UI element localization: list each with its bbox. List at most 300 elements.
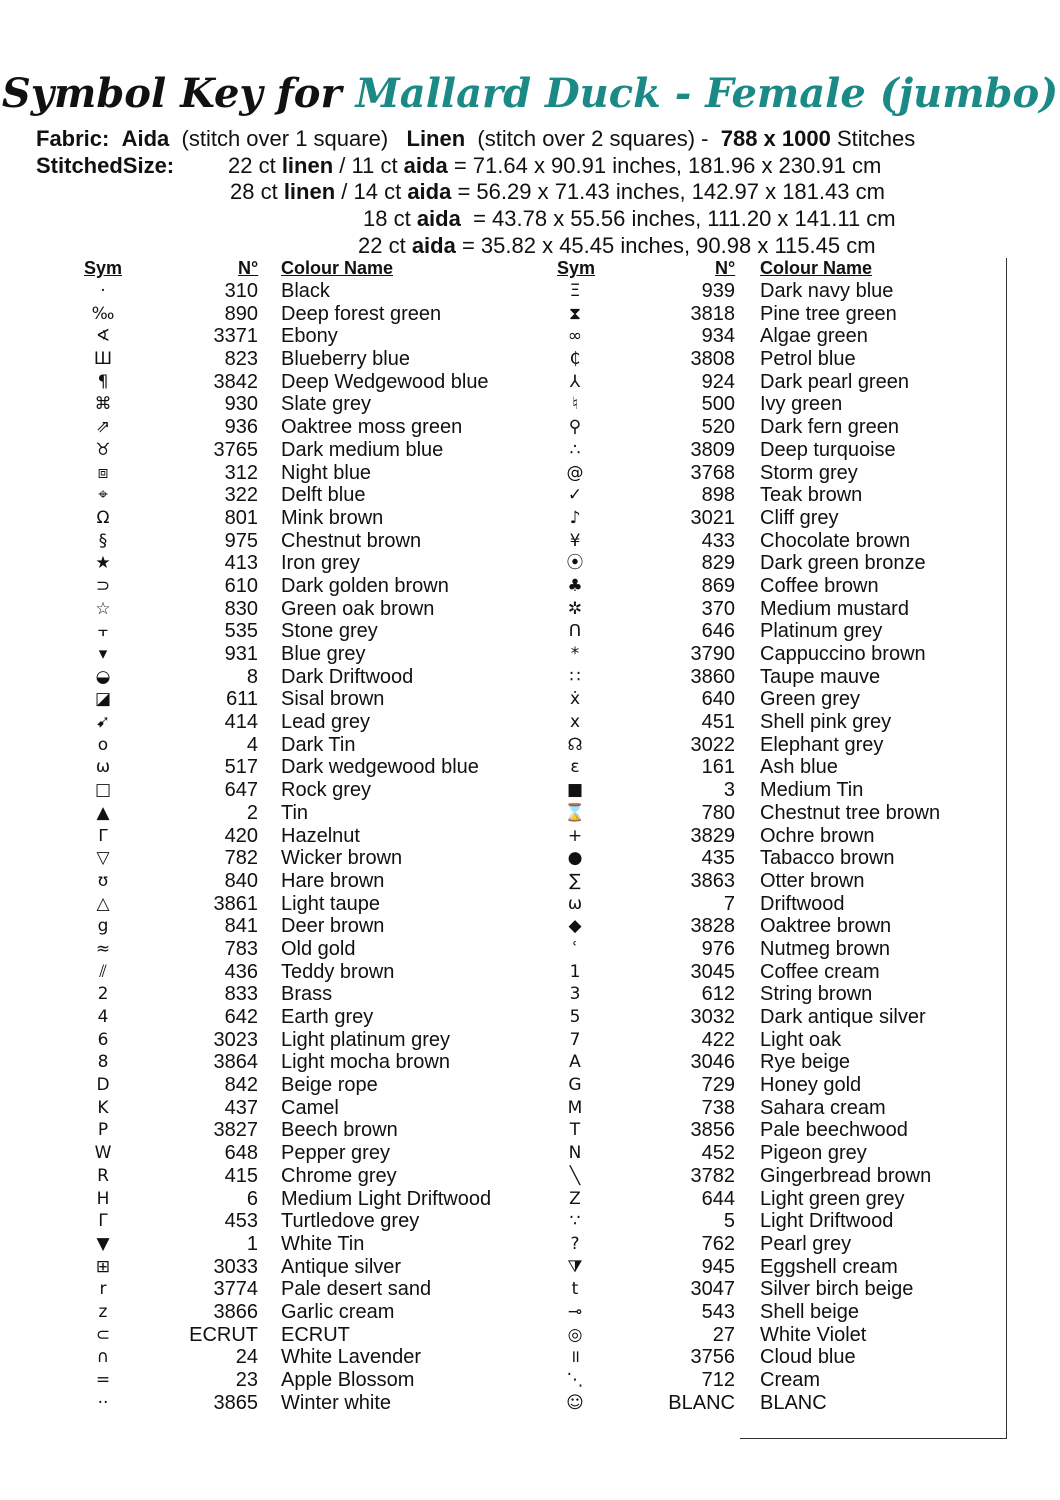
- colour-name: Shell pink grey: [760, 711, 892, 734]
- thread-number: 413: [224, 552, 258, 575]
- stitch-symbol: ∩: [96, 1347, 110, 1368]
- header-sym-left: Sym: [84, 258, 123, 278]
- colour-name: Medium mustard: [760, 597, 909, 620]
- stitch-symbol: ‰: [91, 303, 115, 324]
- thread-number: 3860: [690, 665, 735, 688]
- thread-number: 612: [701, 983, 735, 1006]
- colour-name: Tabacco brown: [760, 847, 895, 870]
- stitch-symbol: ¶: [97, 371, 109, 392]
- colour-name: Green oak brown: [281, 597, 435, 620]
- thread-number: 5: [723, 1210, 735, 1233]
- stitch-symbol: ⊃: [95, 575, 111, 596]
- colour-name: Winter white: [281, 1391, 392, 1414]
- colour-name: Pepper grey: [281, 1142, 390, 1165]
- stitch-symbol: ◪: [94, 689, 112, 710]
- fabric-label: Fabric:: [36, 126, 110, 151]
- stitch-symbol: ✲: [567, 598, 583, 619]
- colour-name: White Violet: [760, 1323, 867, 1346]
- colour-name: Dark wedgewood blue: [281, 756, 479, 779]
- colour-name: ECRUT: [281, 1323, 350, 1346]
- stitch-symbol: ♮: [571, 394, 579, 415]
- stitch-symbol: ⫟: [97, 621, 109, 642]
- thread-number: 3756: [690, 1346, 735, 1369]
- stitch-symbol: ?: [570, 1233, 580, 1254]
- thread-number: 437: [224, 1096, 258, 1119]
- thread-number: 436: [224, 960, 258, 983]
- colour-name: Beech brown: [281, 1119, 398, 1142]
- stitch-symbol: ∑: [569, 870, 581, 891]
- colour-name: Dark fern green: [760, 416, 899, 439]
- thread-number: 3861: [213, 892, 258, 915]
- thread-number: 924: [701, 370, 735, 393]
- colour-name: Algae green: [760, 325, 868, 348]
- thread-number: 841: [224, 915, 258, 938]
- stitch-symbol: 6: [97, 1029, 109, 1050]
- colour-name: Beige rope: [281, 1074, 378, 1097]
- stitched-size-line-1: 22 ct linen / 11 ct aida = 71.64 x 90.91 inches, 181.96 x 230.91 cm: [228, 153, 882, 178]
- thread-number: 435: [701, 847, 735, 870]
- thread-number: 2: [246, 801, 258, 824]
- colour-name: Platinum grey: [760, 620, 883, 643]
- colour-name: Pine tree green: [760, 302, 897, 325]
- stitch-symbol: ★: [95, 553, 111, 574]
- colour-name: Deer brown: [281, 915, 385, 938]
- stitch-symbol: ⋱: [566, 1370, 584, 1390]
- thread-number: 3808: [690, 348, 735, 371]
- stitch-symbol: ∴: [569, 439, 581, 460]
- thread-number: 3782: [690, 1164, 735, 1187]
- stitch-symbol: r: [99, 1279, 107, 1300]
- thread-number: 931: [224, 643, 258, 665]
- colour-name: Dark golden brown: [281, 574, 449, 597]
- stitch-symbol: x: [569, 712, 581, 733]
- colour-name: Apple Blossom: [281, 1369, 415, 1391]
- stitch-symbol: ⫽: [99, 961, 107, 982]
- thread-number: 3818: [690, 302, 735, 325]
- header-sym-right: Sym: [557, 258, 596, 278]
- thread-number: ECRUT: [189, 1323, 258, 1346]
- thread-number: 3829: [690, 824, 735, 847]
- thread-number: 520: [701, 416, 735, 439]
- thread-number: 3045: [690, 960, 735, 983]
- colour-name: Deep Wedgewood blue: [281, 370, 489, 393]
- colour-name: Dark Tin: [281, 733, 356, 756]
- colour-name: Gingerbread brown: [760, 1164, 932, 1187]
- thread-number: 422: [701, 1028, 735, 1051]
- stitch-symbol: ⧩: [567, 1256, 583, 1277]
- colour-name: Teddy brown: [281, 960, 395, 983]
- header-name-left: Colour Name: [281, 258, 394, 278]
- stitch-symbol: ⚲: [568, 417, 582, 438]
- thread-number: BLANC: [668, 1391, 735, 1414]
- colour-name: Honey gold: [760, 1074, 862, 1097]
- stitch-symbol: ⅄: [569, 371, 581, 392]
- stitch-symbol: ω: [567, 893, 583, 914]
- colour-name: Dark pearl green: [760, 370, 909, 393]
- colour-name: Chestnut tree brown: [760, 801, 941, 824]
- thread-number: 3842: [213, 370, 258, 393]
- colour-name: Oaktree moss green: [281, 416, 463, 439]
- stitch-symbol: ◎: [567, 1324, 583, 1345]
- thread-number: 23: [235, 1369, 258, 1391]
- thread-number: 415: [224, 1164, 258, 1187]
- thread-number: 310: [224, 280, 258, 302]
- stitch-symbol: ☺: [566, 1392, 584, 1413]
- thread-number: 4: [246, 733, 258, 756]
- stitch-symbol: @: [566, 462, 584, 483]
- stitch-symbol: ■: [566, 780, 584, 801]
- thread-number: 801: [224, 506, 258, 529]
- fabric-linen-note: (stitch over 2 squares) -: [477, 126, 709, 151]
- colour-name: Cliff grey: [760, 506, 839, 529]
- colour-name: Light platinum grey: [281, 1028, 450, 1051]
- thread-number: 3022: [690, 733, 735, 756]
- thread-number: 3866: [213, 1300, 258, 1323]
- stitch-symbol: ᑎ: [568, 621, 582, 642]
- colour-name: Dark green bronze: [760, 552, 926, 575]
- stitch-symbol: ·: [100, 281, 106, 301]
- thread-number: 3032: [690, 1006, 735, 1028]
- colour-name: Light taupe: [281, 892, 380, 915]
- colour-name: Green grey: [760, 688, 861, 711]
- colour-name: Rock grey: [281, 779, 372, 802]
- colour-name: Blueberry blue: [281, 348, 410, 371]
- colour-name: Dark Driftwood: [281, 665, 414, 688]
- colour-name: Otter brown: [760, 869, 865, 892]
- stitch-symbol: ●: [567, 848, 583, 869]
- stitch-symbol: G: [568, 1075, 582, 1096]
- stitched-size-label: StitchedSize:: [36, 153, 175, 178]
- thread-number: 783: [224, 937, 258, 960]
- colour-name: Ochre brown: [760, 824, 875, 847]
- thread-number: 3371: [213, 325, 258, 348]
- colour-name: Turtledove grey: [281, 1210, 420, 1233]
- thread-number: 642: [224, 1006, 258, 1028]
- stitch-symbol: §: [98, 530, 108, 551]
- thread-number: 27: [712, 1323, 735, 1346]
- stitch-symbol: ··: [97, 1392, 109, 1413]
- colour-name: Dark navy blue: [760, 280, 894, 302]
- thread-number: 3046: [690, 1051, 735, 1074]
- thread-number: 3809: [690, 438, 735, 461]
- thread-number: 24: [235, 1346, 258, 1369]
- colour-name: Silver birch beige: [760, 1278, 914, 1301]
- thread-number: 370: [701, 597, 735, 620]
- thread-number: 3865: [213, 1391, 258, 1414]
- stitch-symbol: ⦿: [566, 553, 584, 574]
- stitch-symbol: 4: [97, 1007, 109, 1027]
- stitch-symbol: o: [97, 734, 109, 755]
- fabric-aida: Aida: [121, 126, 170, 151]
- thread-number: 729: [701, 1074, 735, 1097]
- stitch-symbol: ω: [95, 757, 111, 778]
- colour-name: Cream: [760, 1369, 821, 1391]
- thread-number: 517: [224, 756, 258, 779]
- stitch-symbol: R: [97, 1165, 109, 1186]
- colour-name: Deep forest green: [281, 302, 442, 325]
- stitch-symbol: 3: [569, 984, 581, 1005]
- stitch-symbol: 7: [569, 1029, 581, 1050]
- stitch-symbol: ➹: [95, 712, 111, 733]
- thread-number: 312: [224, 461, 258, 484]
- thread-number: 535: [224, 620, 258, 643]
- thread-number: 3765: [213, 438, 258, 461]
- colour-name: Chocolate brown: [760, 529, 911, 552]
- stitch-symbol: ∞: [567, 326, 583, 347]
- stitch-symbol: D: [96, 1075, 110, 1096]
- colour-name: Hazelnut: [281, 824, 360, 847]
- stitch-symbol: ẋ: [569, 689, 581, 710]
- colour-name: Storm grey: [760, 461, 858, 484]
- thread-number: 869: [701, 574, 735, 597]
- stitch-symbol: ¥: [569, 530, 581, 551]
- stitch-symbol: ♉: [95, 439, 111, 460]
- thread-number: 976: [701, 937, 735, 960]
- colour-name: Black: [281, 280, 330, 302]
- frame-bottom-border: [740, 1438, 1007, 1439]
- stitch-symbol: W: [94, 1143, 112, 1164]
- header-num-right: N°: [715, 258, 736, 278]
- thread-number: 3023: [213, 1028, 258, 1051]
- colour-name: Light green grey: [760, 1187, 905, 1210]
- stitch-symbol: ▼: [96, 1233, 110, 1254]
- colour-name: Sisal brown: [281, 688, 385, 711]
- stitch-symbol: A: [569, 1052, 581, 1073]
- stitch-symbol: ⧈: [97, 462, 109, 483]
- thread-number: 3774: [213, 1278, 258, 1301]
- stitch-symbol: ⊞: [95, 1256, 111, 1277]
- thread-number: 420: [224, 824, 258, 847]
- stitch-symbol: ʿ: [572, 938, 578, 959]
- stitch-symbol: g: [97, 916, 109, 937]
- colour-name: Lead grey: [281, 711, 370, 734]
- thread-number: 780: [701, 801, 735, 824]
- thread-number: 840: [224, 869, 258, 892]
- frame-right-border: [1006, 258, 1007, 1438]
- thread-number: 7: [723, 892, 735, 915]
- thread-number: 8: [246, 665, 258, 688]
- stitch-count: 788 x 1000: [720, 126, 831, 151]
- thread-number: 930: [224, 393, 258, 416]
- colour-name: Sahara cream: [760, 1096, 886, 1119]
- stitch-symbol: ☆: [95, 598, 111, 619]
- colour-name: String brown: [760, 983, 873, 1006]
- thread-number: 3047: [690, 1278, 735, 1301]
- stitch-symbol: ⌖: [98, 485, 108, 506]
- colour-name: Antique silver: [281, 1255, 402, 1278]
- colour-name: Slate grey: [281, 393, 372, 416]
- thread-number: 712: [701, 1369, 735, 1391]
- stitch-symbol: H: [96, 1188, 110, 1209]
- thread-number: 648: [224, 1142, 258, 1165]
- thread-number: 3790: [690, 643, 735, 665]
- thread-number: 3768: [690, 461, 735, 484]
- stitch-symbol: ⇗: [95, 417, 111, 438]
- thread-number: 842: [224, 1074, 258, 1097]
- stitches-label: Stitches: [836, 126, 916, 151]
- header-name-right: Colour Name: [760, 258, 873, 278]
- thread-number: 782: [224, 847, 258, 870]
- stitch-symbol: Ξ: [569, 281, 581, 301]
- stitch-symbol: ∵: [569, 1211, 581, 1232]
- stitch-symbol: P: [97, 1120, 109, 1141]
- stitch-symbol: 1: [569, 961, 581, 982]
- thread-number: 322: [224, 484, 258, 507]
- title-prefix: Symbol Key for: [1, 70, 342, 117]
- thread-number: 3856: [690, 1119, 735, 1142]
- thread-number: 644: [701, 1187, 735, 1210]
- colour-name: Dark antique silver: [760, 1006, 926, 1028]
- colour-name: Deep turquoise: [760, 438, 896, 461]
- thread-number: 453: [224, 1210, 258, 1233]
- colour-name: Camel: [281, 1096, 339, 1119]
- colour-name: Night blue: [281, 461, 372, 484]
- colour-name: Shell beige: [760, 1300, 859, 1323]
- thread-number: 610: [224, 574, 258, 597]
- stitch-symbol: ε: [570, 757, 580, 778]
- stitch-symbol: ॥: [569, 1347, 581, 1368]
- stitch-symbol: Ш: [93, 349, 113, 370]
- stitch-symbol: ⊸: [567, 1301, 583, 1322]
- colour-name: Taupe mauve: [760, 665, 881, 688]
- stitch-symbol: ▽: [96, 848, 110, 869]
- stitch-symbol: +: [567, 825, 583, 846]
- colour-name: Chestnut brown: [281, 529, 422, 552]
- thread-number: 3033: [213, 1255, 258, 1278]
- colour-name: Ivy green: [760, 393, 843, 416]
- thread-number: 433: [701, 529, 735, 552]
- stitch-symbol: 8: [97, 1052, 109, 1073]
- stitch-symbol: z: [98, 1301, 108, 1322]
- stitched-size-line-2: 28 ct linen / 14 ct aida = 56.29 x 71.43 inches, 142.97 x 181.43 cm: [230, 179, 885, 204]
- colour-name: Coffee brown: [760, 574, 879, 597]
- thread-number: 3828: [690, 915, 735, 938]
- stitch-symbol: ∷: [569, 666, 581, 687]
- thread-number: 3021: [690, 506, 735, 529]
- thread-number: 762: [701, 1232, 735, 1255]
- thread-number: 161: [701, 756, 735, 779]
- thread-number: 890: [224, 302, 258, 325]
- colour-name: Eggshell cream: [760, 1255, 898, 1278]
- fabric-aida-note: (stitch over 1 square): [181, 126, 389, 151]
- stitch-symbol: Ω: [96, 507, 110, 528]
- stitch-symbol: *: [570, 644, 580, 664]
- stitch-symbol: ʊ: [97, 870, 109, 891]
- colour-name: Hare brown: [281, 869, 385, 892]
- colour-name: Light mocha brown: [281, 1051, 450, 1074]
- colour-name: Teak brown: [760, 484, 863, 507]
- thread-number: 939: [701, 280, 735, 302]
- colour-name: Oaktree brown: [760, 915, 892, 938]
- stitched-size-line-3: 18 ct aida = 43.78 x 55.56 inches, 111.20 x 141.11 cm: [363, 206, 896, 231]
- stitch-symbol: ♣: [567, 575, 583, 596]
- thread-number: 3863: [690, 869, 735, 892]
- stitch-symbol: ≈: [95, 938, 111, 959]
- colour-name: Petrol blue: [760, 348, 856, 371]
- stitch-symbol: ▾: [98, 644, 108, 664]
- stitch-symbol: ▲: [96, 802, 110, 823]
- colour-name: Elephant grey: [760, 733, 884, 756]
- colour-name: Nutmeg brown: [760, 937, 891, 960]
- colour-name: Rye beige: [760, 1051, 851, 1074]
- thread-number: 646: [701, 620, 735, 643]
- thread-number: 640: [701, 688, 735, 711]
- thread-number: 936: [224, 416, 258, 439]
- thread-number: 738: [701, 1096, 735, 1119]
- thread-number: 1: [246, 1232, 258, 1255]
- page-title: [0, 70, 1060, 117]
- colour-name: Ash blue: [760, 756, 838, 779]
- thread-number: 829: [701, 552, 735, 575]
- colour-name: Cloud blue: [760, 1346, 856, 1369]
- colour-name: Blue grey: [281, 643, 366, 665]
- thread-number: 414: [224, 711, 258, 734]
- colour-name: Light oak: [760, 1028, 842, 1051]
- thread-number: 6: [246, 1187, 258, 1210]
- colour-name: Medium Light Driftwood: [281, 1187, 492, 1210]
- thread-number: 647: [224, 779, 258, 802]
- stitch-symbol: ⌛: [564, 802, 586, 823]
- colour-name: Cappuccino brown: [760, 643, 926, 665]
- colour-name: Pale desert sand: [281, 1278, 432, 1301]
- stitch-symbol: ⧗: [569, 303, 581, 324]
- header-num-left: N°: [238, 258, 259, 278]
- colour-name: Garlic cream: [281, 1300, 395, 1323]
- stitch-symbol: ⊂: [95, 1324, 111, 1345]
- colour-name: Wicker brown: [281, 847, 403, 870]
- thread-number: 823: [224, 348, 258, 371]
- stitch-symbol: ⌘: [94, 394, 112, 415]
- thread-number: 452: [701, 1142, 735, 1165]
- stitch-symbol: □: [94, 780, 112, 801]
- colour-name: Brass: [281, 983, 333, 1006]
- colour-name: Driftwood: [760, 892, 845, 915]
- colour-name: Dark medium blue: [281, 438, 444, 461]
- colour-name: Earth grey: [281, 1006, 374, 1028]
- stitch-symbol: =: [95, 1370, 111, 1390]
- colour-name: Coffee cream: [760, 960, 880, 983]
- colour-name: White Lavender: [281, 1346, 422, 1369]
- colour-name: Medium Tin: [760, 779, 864, 802]
- stitch-symbol: N: [568, 1143, 582, 1164]
- thread-number: 975: [224, 529, 258, 552]
- thread-number: 3827: [213, 1119, 258, 1142]
- thread-number: 898: [701, 484, 735, 507]
- stitched-size-line-4: 22 ct aida = 35.82 x 45.45 inches, 90.98 x 115.45 cm: [358, 233, 876, 258]
- stitch-symbol: M: [567, 1097, 583, 1118]
- colour-name: Pearl grey: [760, 1232, 852, 1255]
- colour-name: Stone grey: [281, 620, 378, 643]
- thread-number: 833: [224, 983, 258, 1006]
- stitch-symbol: ╲: [569, 1165, 581, 1186]
- colour-name: Light Driftwood: [760, 1210, 894, 1233]
- stitch-symbol: ♪: [569, 507, 581, 528]
- thread-number: 3: [723, 779, 735, 802]
- colour-name: Pale beechwood: [760, 1119, 908, 1142]
- colour-name: BLANC: [760, 1391, 827, 1414]
- thread-number: 830: [224, 597, 258, 620]
- thread-number: 945: [701, 1255, 735, 1278]
- colour-name: Iron grey: [281, 552, 360, 575]
- stitch-symbol: ᒥ: [98, 825, 108, 846]
- colour-name: Delft blue: [281, 484, 366, 507]
- fabric-line: [36, 126, 915, 152]
- pattern-name: Mallard Duck - Female (jumbo): [355, 70, 1059, 117]
- stitch-symbol: 5: [569, 1007, 581, 1027]
- stitch-symbol: ☊: [567, 734, 583, 755]
- thread-number: 3864: [213, 1051, 258, 1074]
- colour-name: Pigeon grey: [760, 1142, 867, 1165]
